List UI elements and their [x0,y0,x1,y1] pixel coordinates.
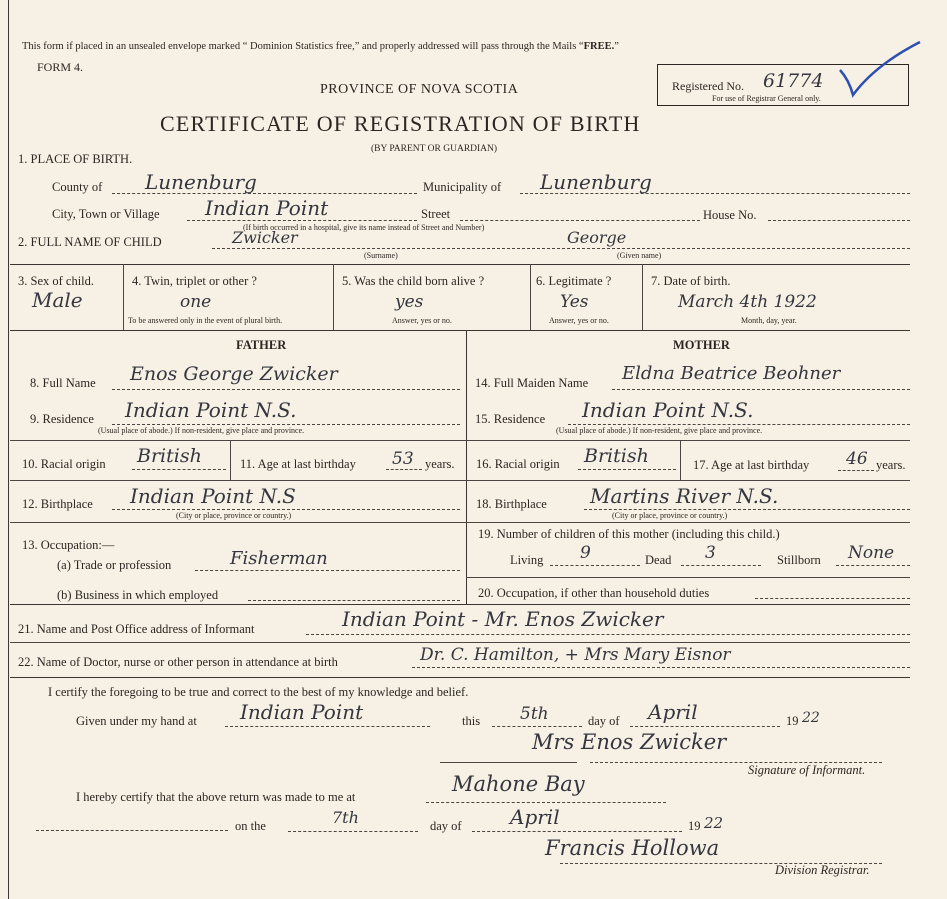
occupation-heading: 13. Occupation:— [22,538,115,552]
given-label: Given under my hand at [76,714,197,728]
rule-row3-v1 [123,264,124,330]
trade-label: (a) Trade or profession [57,558,172,572]
rule-row3-v2 [333,264,334,330]
mother-racial-label: 16. Racial origin [476,457,560,471]
informant-line [306,634,910,635]
father-age-unit: years. [425,457,455,471]
mail-note-free: FREE. [583,41,615,52]
signature-caption: Signature of Informant. [748,763,866,777]
father-name-line [112,389,460,390]
registrar-year-prefix: 19 [688,819,701,833]
father-residence-label: 9. Residence [30,412,94,426]
trade-value: Fisherman [230,548,328,569]
doctor-value: Dr. C. Hamilton, + Mrs Mary Eisnor [420,645,731,665]
father-name-label: 8. Full Name [30,376,96,390]
place-heading: 1. PLACE OF BIRTH. [18,152,133,166]
father-racial-line [132,469,226,470]
registrar-place-value: Mahone Bay [452,772,585,796]
street-label: Street [421,207,451,221]
registrar-month-line [472,831,682,832]
rule-doctor-top [10,642,910,643]
mother-residence-note: (Usual place of abode.) If non-resident, give place and province. [556,426,763,435]
registrar-signature: Francis Hollowa [545,836,720,860]
business-line [248,600,460,601]
dead-label: Dead [645,553,672,567]
certify-day-line [492,726,582,727]
stillborn-line [836,565,910,566]
mother-residence-line [568,424,910,425]
dead-line [681,565,761,566]
trade-line [195,570,460,571]
mother-birthplace-value: Martins River N.S. [590,484,779,508]
father-birthplace-line [112,509,460,510]
mother-birthplace-label: 18. Birthplace [476,497,547,511]
stillborn-label: Stillborn [777,553,821,567]
father-residence-value: Indian Point N.S. [125,398,297,422]
hospital-note: (If birth occurred in a hospital, give its name instead of Street and Number) [243,223,485,232]
province-heading: PROVINCE OF NOVA SCOTIA [320,82,519,97]
rule-informant-top [10,604,910,605]
signature-separator [440,762,577,763]
father-age-value: 53 [392,449,414,469]
county-label: County of [52,180,103,194]
rule-birthplace-top [10,480,910,481]
date-label: 7. Date of birth. [651,274,731,288]
mother-birthplace-line [584,509,910,510]
twin-label: 4. Twin, triplet or other ? [132,274,257,288]
mother-age-line [838,470,874,471]
registrar-day-of-label: day of [430,819,462,833]
legit-note: Answer, yes or no. [549,316,609,325]
child-given-value: George [567,228,627,247]
rule-certify-top [10,677,910,678]
municipality-value: Lunenburg [540,170,652,194]
given-place-line [225,726,430,727]
mail-note [22,39,619,54]
mother-age-value: 46 [846,449,868,469]
house-line [768,220,910,221]
certificate-title: CERTIFICATE OF REGISTRATION OF BIRTH [160,111,641,136]
father-age-line [386,469,422,470]
father-name-value: Enos George Zwicker [130,363,338,385]
father-racial-value: British [137,445,202,467]
doctor-line [412,667,910,668]
informant-value: Indian Point - Mr. Enos Zwicker [342,607,664,631]
father-residence-note: (Usual place of abode.) If non-resident, give place and province. [98,426,305,435]
registered-number: 61774 [763,70,824,92]
mother-residence-label: 15. Residence [475,412,546,426]
rule-occupation-top [10,522,910,523]
sex-label: 3. Sex of child. [18,274,95,288]
legit-value: Yes [560,292,589,312]
registrar-on-label: on the [235,819,266,833]
binding-edge [8,0,9,899]
father-birthplace-note: (City or place, province or country.) [176,511,292,520]
mail-note-text: This form if placed in an unsealed envelope marked “ Dominion Statistics free,” and properly addressed will pass through the Mails “ [22,41,584,52]
child-surname-value: Zwicker [232,228,298,247]
alive-label: 5. Was the child born alive ? [342,274,485,288]
certify-month-value: April [648,700,698,724]
rule-mother-racial-split [680,440,681,480]
children-label: 19. Number of children of this mother (including this child.) [478,527,780,541]
city-line [187,220,417,221]
registrar-statement: I hereby certify that the above return was made to me at [76,790,356,804]
registrar-month-value: April [510,805,560,829]
mother-occupation-label: 20. Occupation, if other than household duties [478,586,710,600]
city-label: City, Town or Village [52,207,160,221]
date-note: Month, day, year. [741,316,797,325]
certify-day-value: 5th [520,704,549,724]
father-racial-label: 10. Racial origin [22,457,106,471]
mother-name-value: Eldna Beatrice Beohner [622,363,841,384]
mother-residence-value: Indian Point N.S. [582,398,754,422]
registered-label: Registered No. [672,79,744,93]
municipality-label: Municipality of [423,180,502,194]
living-value: 9 [580,543,591,563]
registrar-leader-line [36,830,228,831]
certify-year-value: 22 [802,710,820,726]
informant-signature: Mrs Enos Zwicker [532,730,727,754]
rule-father-racial-split [230,440,231,480]
registrar-note: For use of Registrar General only. [712,94,821,103]
this-label: this [462,714,481,728]
certify-month-line [630,726,780,727]
date-value: March 4th 1922 [678,292,817,312]
twin-note: To be answered only in the event of plural birth. [128,316,283,325]
county-value: Lunenburg [145,170,257,194]
rule-parents-top [10,330,910,331]
certificate-subtitle: (BY PARENT OR GUARDIAN) [371,144,498,154]
mother-age-label: 17. Age at last birthday [693,458,810,472]
father-birthplace-value: Indian Point N.S [130,484,296,508]
city-value: Indian Point [205,196,329,220]
legit-label: 6. Legitimate ? [536,274,612,288]
rule-row3-top [10,264,910,265]
mother-heading: MOTHER [673,338,730,352]
alive-value: yes [395,292,424,312]
registrar-year-value: 22 [704,814,724,832]
rule-mother-occupation-top [466,577,910,578]
father-age-label: 11. Age at last birthday [240,457,356,471]
doctor-label: 22. Name of Doctor, nurse or other person in attendance at birth [18,655,338,669]
child-name-line [212,248,910,249]
business-label: (b) Business in which employed [57,588,219,602]
mother-name-line [612,389,910,390]
father-birthplace-label: 12. Birthplace [22,497,93,511]
mother-age-unit: years. [876,458,906,472]
check-mark-icon [835,40,925,100]
given-place-value: Indian Point [240,700,364,724]
living-label: Living [510,553,544,567]
rule-row3-v3 [530,264,531,330]
mother-racial-value: British [584,445,649,467]
certify-year-prefix: 19 [786,714,799,728]
surname-caption: (Surname) [364,251,398,260]
house-label: House No. [703,208,757,222]
rule-row3-v4 [642,264,643,330]
stillborn-value: None [848,543,895,563]
given-caption: (Given name) [617,251,662,260]
registrar-day-value: 7th [332,808,359,827]
dead-value: 3 [705,543,716,563]
rule-racial-top [10,440,910,441]
informant-label: 21. Name and Post Office address of Informant [18,622,255,636]
certify-day-of-label: day of [588,714,620,728]
registrar-day-line [288,831,418,832]
mother-racial-line [578,469,676,470]
father-heading: FATHER [236,338,287,352]
sex-value: Male [32,288,83,312]
mother-name-label: 14. Full Maiden Name [475,376,589,390]
living-line [550,565,640,566]
registrar-caption: Division Registrar. [775,863,870,877]
alive-note: Answer, yes or no. [392,316,452,325]
mother-birthplace-note: (City or place, province or country.) [612,511,728,520]
street-line [460,220,700,221]
father-residence-line [112,424,460,425]
child-name-label: 2. FULL NAME OF CHILD [18,235,162,249]
twin-value: one [180,292,212,312]
certify-statement: I certify the foregoing to be true and correct to the best of my knowledge and belief. [48,685,469,699]
mother-occupation-line [755,598,910,599]
form-number: FORM 4. [37,60,84,74]
rule-parents-divider [466,330,467,604]
registrar-place-line [426,802,666,803]
mail-note-close: ” [614,41,619,52]
